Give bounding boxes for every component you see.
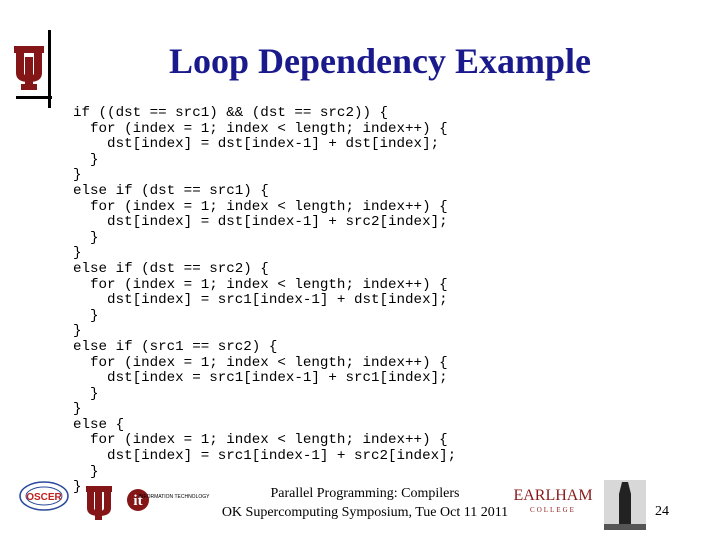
- code-line: }: [90, 307, 99, 324]
- code-line: }: [73, 167, 82, 184]
- code-line: for (index = 1; index < length; index++) {: [90, 198, 448, 215]
- code-line: dst[index = src1[index-1] + src1[index];: [107, 370, 448, 387]
- code-line: }: [90, 151, 99, 168]
- earlham-logo-text: EARLHAM: [513, 487, 593, 504]
- code-line: else if (dst == src2) {: [73, 260, 269, 277]
- it-logo-subtext: INFORMATION TECHNOLOGY: [138, 494, 210, 500]
- page-number: 24: [655, 504, 669, 519]
- code-line: }: [73, 323, 82, 340]
- footer-line-2: OK Supercomputing Symposium, Tue Oct 11 2011: [221, 505, 509, 520]
- code-line: }: [73, 245, 82, 262]
- code-line: for (index = 1; index < length; index++) {: [90, 120, 448, 137]
- code-block: [73, 106, 456, 496]
- code-line: dst[index] = src1[index-1] + src2[index];: [107, 448, 457, 465]
- slide-title: Loop Dependency Example: [168, 41, 592, 81]
- code-line: dst[index] = src1[index-1] + dst[index];: [107, 292, 448, 309]
- tower-image-icon: [604, 480, 646, 530]
- code-line: for (index = 1; index < length; index++) {: [90, 276, 448, 293]
- oscer-logo-icon: [20, 482, 68, 510]
- code-line: dst[index] = dst[index-1] + src2[index];: [107, 214, 448, 231]
- code-line: dst[index] = dst[index-1] + dst[index];: [107, 136, 440, 153]
- code-line: else if (src1 == src2) {: [73, 338, 278, 355]
- ou-logo-small-icon: [86, 486, 112, 520]
- footer-line-1: Parallel Programming: Compilers: [270, 486, 460, 501]
- code-line: }: [90, 229, 99, 246]
- it-logo-icon: [127, 489, 210, 511]
- it-logo-text: it: [133, 493, 143, 509]
- code-line: if ((dst == src1) && (dst == src2)) {: [73, 105, 389, 121]
- code-line: }: [73, 401, 82, 418]
- code-line: else if (dst == src1) {: [73, 182, 269, 199]
- code-line: }: [90, 463, 99, 480]
- code-line: else {: [73, 416, 125, 433]
- code-line: }: [73, 479, 82, 496]
- oscer-logo-text: OSCER: [26, 492, 62, 503]
- earlham-logo-subtext: COLLEGE: [530, 506, 576, 514]
- code-line: }: [90, 385, 99, 402]
- earlham-logo-icon: [508, 482, 598, 522]
- footer-logos: [14, 478, 214, 526]
- code-line: for (index = 1; index < length; index++) {: [90, 354, 448, 371]
- title-divider-horizontal: [16, 96, 52, 99]
- code-line: for (index = 1; index < length; index++) {: [90, 432, 448, 449]
- footer-text: [210, 484, 520, 522]
